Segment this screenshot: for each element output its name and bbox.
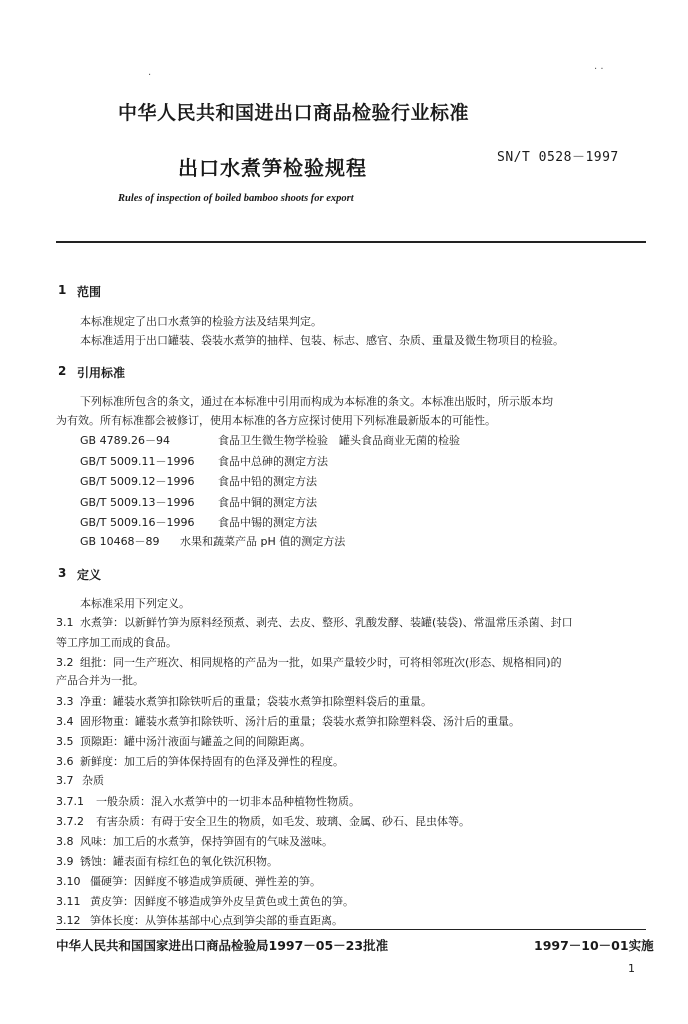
page-number: 1 — [628, 962, 635, 975]
reference-code: GB/T 5009.13－1996 — [80, 496, 195, 509]
definition-number: 3.2 — [56, 656, 74, 669]
definition-item — [56, 733, 311, 751]
definition-text: 黄皮笋：因鲜度不够造成笋外皮呈黄色或土黄色的笋。 — [90, 895, 354, 908]
section-1-number: 1 — [58, 283, 67, 297]
section-2-intro: 为有效。所有标准都会被修订，使用本标准的各方应探讨使用下列标准最新版本的可能性。 — [56, 414, 496, 427]
definition-text: 杂质 — [82, 774, 104, 787]
definition-item — [56, 833, 333, 851]
definition-text: 一般杂质：混入水煮笋中的一切非本品种植物性物质。 — [96, 795, 360, 808]
definition-continuation: 产品合并为一批。 — [56, 674, 144, 687]
section-1-paragraph: 本标准适用于出口罐装、袋装水煮笋的抽样、包装、标志、感官、杂质、重量及微生物项目的检验。 — [80, 334, 564, 347]
definition-number: 3.7.2 — [56, 815, 84, 828]
definition-item — [56, 853, 278, 871]
definition-item — [56, 873, 321, 891]
header-divider — [56, 241, 646, 243]
definition-item — [56, 753, 344, 771]
definition-text: 锈蚀：罐表面有棕红色的氧化铁沉积物。 — [80, 855, 278, 868]
definition-item — [56, 813, 470, 831]
definition-item — [56, 713, 520, 731]
definition-number: 3.6 — [56, 755, 74, 768]
section-3-intro: 本标准采用下列定义。 — [80, 597, 190, 610]
section-1-paragraph: 本标准规定了出口水煮笋的检验方法及结果判定。 — [80, 315, 322, 328]
footer-divider — [56, 929, 646, 930]
reference-item — [80, 453, 328, 471]
scan-mark: · — [148, 70, 152, 81]
definition-text: 有害杂质：有碍于安全卫生的物质，如毛发、玻璃、金属、砂石、昆虫体等。 — [96, 815, 470, 828]
definition-item — [56, 693, 432, 711]
definition-text: 笋体长度：从笋体基部中心点到笋尖部的垂直距离。 — [90, 914, 343, 927]
reference-item — [80, 494, 317, 512]
definition-number: 3.5 — [56, 735, 74, 748]
definition-number: 3.8 — [56, 835, 74, 848]
definition-item — [56, 893, 354, 911]
reference-code: GB 10468－89 — [80, 535, 160, 548]
definition-number: 3.7.1 — [56, 795, 84, 808]
definition-number: 3.11 — [56, 895, 81, 908]
definition-number: 3.4 — [56, 715, 74, 728]
definition-text: 水煮笋：以新鲜竹笋为原料经预煮、剥壳、去皮、整形、乳酸发酵、装罐(装袋)、常温常压杀菌、封口 — [80, 616, 573, 629]
definition-number: 3.7 — [56, 774, 74, 787]
reference-code: GB/T 5009.16－1996 — [80, 516, 195, 529]
reference-item — [80, 432, 460, 450]
reference-code: GB/T 5009.11－1996 — [80, 455, 195, 468]
definition-continuation: 等工序加工而成的食品。 — [56, 636, 177, 649]
scan-mark: · · — [594, 64, 604, 75]
reference-code: GB 4789.26－94 — [80, 434, 171, 447]
standard-category: 中华人民共和国进出口商品检验行业标准 — [118, 102, 470, 124]
reference-item — [80, 473, 317, 491]
definition-item — [56, 614, 573, 632]
section-2-heading: 引用标准 — [77, 366, 126, 380]
definition-text: 风味：加工后的水煮笋，保持笋固有的气味及滋味。 — [80, 835, 333, 848]
section-3-number: 3 — [58, 566, 67, 580]
definition-number: 3.9 — [56, 855, 74, 868]
definition-item — [56, 793, 360, 811]
section-2-intro: 下列标准所包含的条文，通过在本标准中引用而构成为本标准的条文。本标准出版时，所示版本均 — [80, 395, 553, 408]
definition-number: 3.12 — [56, 914, 81, 927]
effective-date: 1997－10－01实施 — [534, 938, 654, 953]
standard-number: SN/T 0528－1997 — [497, 150, 619, 165]
reference-title: 水果和蔬菜产品 pH 值的测定方法 — [180, 535, 346, 548]
reference-code: GB/T 5009.12－1996 — [80, 475, 195, 488]
reference-item — [80, 514, 317, 532]
reference-title: 食品中锡的测定方法 — [218, 516, 317, 529]
issuer-approval: 中华人民共和国国家进出口商品检验局1997－05－23批准 — [56, 938, 389, 953]
definition-item — [56, 772, 104, 790]
section-1-heading: 范围 — [77, 285, 102, 299]
reference-title: 食品中总砷的测定方法 — [218, 455, 328, 468]
reference-title: 食品中铅的测定方法 — [218, 475, 317, 488]
definition-number: 3.3 — [56, 695, 74, 708]
reference-title: 食品卫生微生物学检验 罐头食品商业无菌的检验 — [218, 434, 460, 447]
definition-text: 净重：罐装水煮笋扣除铁听后的重量；袋装水煮笋扣除塑料袋后的重量。 — [80, 695, 432, 708]
section-2-number: 2 — [58, 364, 67, 378]
document-title: 出口水煮笋检验规程 — [178, 156, 367, 180]
definition-text: 顶隙距：罐中汤汁液面与罐盖之间的间隙距离。 — [80, 735, 311, 748]
definition-text: 新鲜度：加工后的笋体保持固有的色泽及弹性的程度。 — [80, 755, 344, 768]
definition-item — [56, 912, 343, 930]
definition-text: 组批：同一生产班次、相同规格的产品为一批，如果产量较少时，可将相邻班次(形态、规格相同)的 — [80, 656, 562, 669]
definition-number: 3.1 — [56, 616, 74, 629]
definition-text: 僵硬笋：因鲜度不够造成笋质硬、弹性差的笋。 — [90, 875, 321, 888]
definition-item — [56, 654, 562, 672]
document-subtitle: Rules of inspection of boiled bamboo shoots for export — [118, 193, 354, 204]
definition-number: 3.10 — [56, 875, 81, 888]
definition-text: 固形物重：罐装水煮笋扣除铁听、汤汁后的重量；袋装水煮笋扣除塑料袋、汤汁后的重量。 — [80, 715, 520, 728]
reference-item — [80, 533, 345, 551]
reference-title: 食品中铜的测定方法 — [218, 496, 317, 509]
section-3-heading: 定义 — [77, 568, 102, 582]
